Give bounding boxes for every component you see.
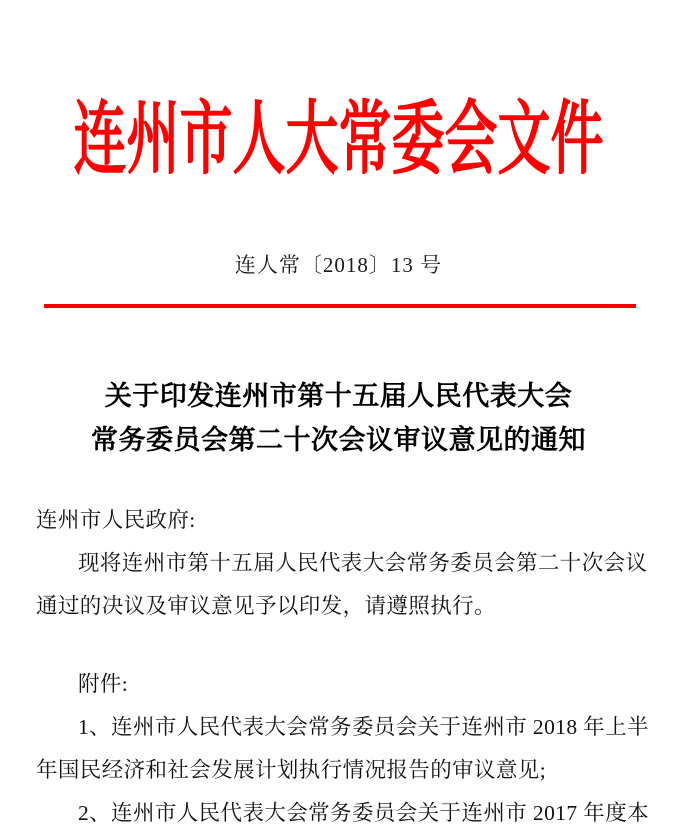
attachment-item-line: 1、连州市人民代表大会常务委员会关于连州市 2018 年上半 — [78, 715, 650, 739]
paragraph-line: 现将连州市第十五届人民代表大会常务委员会第二十次会议 — [78, 551, 648, 575]
red-divider-rule — [44, 304, 636, 308]
paragraph-line: 通过的决议及审议意见予以印发，请遵照执行。 — [36, 594, 496, 618]
document-number: 连人常〔2018〕13 号 — [234, 253, 443, 277]
attachment-item-line: 年国民经济和社会发展计划执行情况报告的审议意见; — [36, 758, 547, 782]
document-title-line-2: 常务委员会第二十次会议审议意见的通知 — [91, 425, 586, 455]
document-body — [36, 499, 650, 835]
attachment-item-line: 2、连州市人民代表大会常务委员会关于连州市 2017 年度本 — [78, 801, 650, 825]
document-title-line-1: 关于印发连州市第十五届人民代表大会 — [104, 381, 573, 411]
letterhead-title: 连州市人大常委会文件 — [73, 96, 604, 185]
document-title — [0, 374, 677, 462]
salutation-line: 连州市人民政府: — [36, 508, 196, 532]
attachment-label-line: 附件: — [78, 672, 129, 696]
